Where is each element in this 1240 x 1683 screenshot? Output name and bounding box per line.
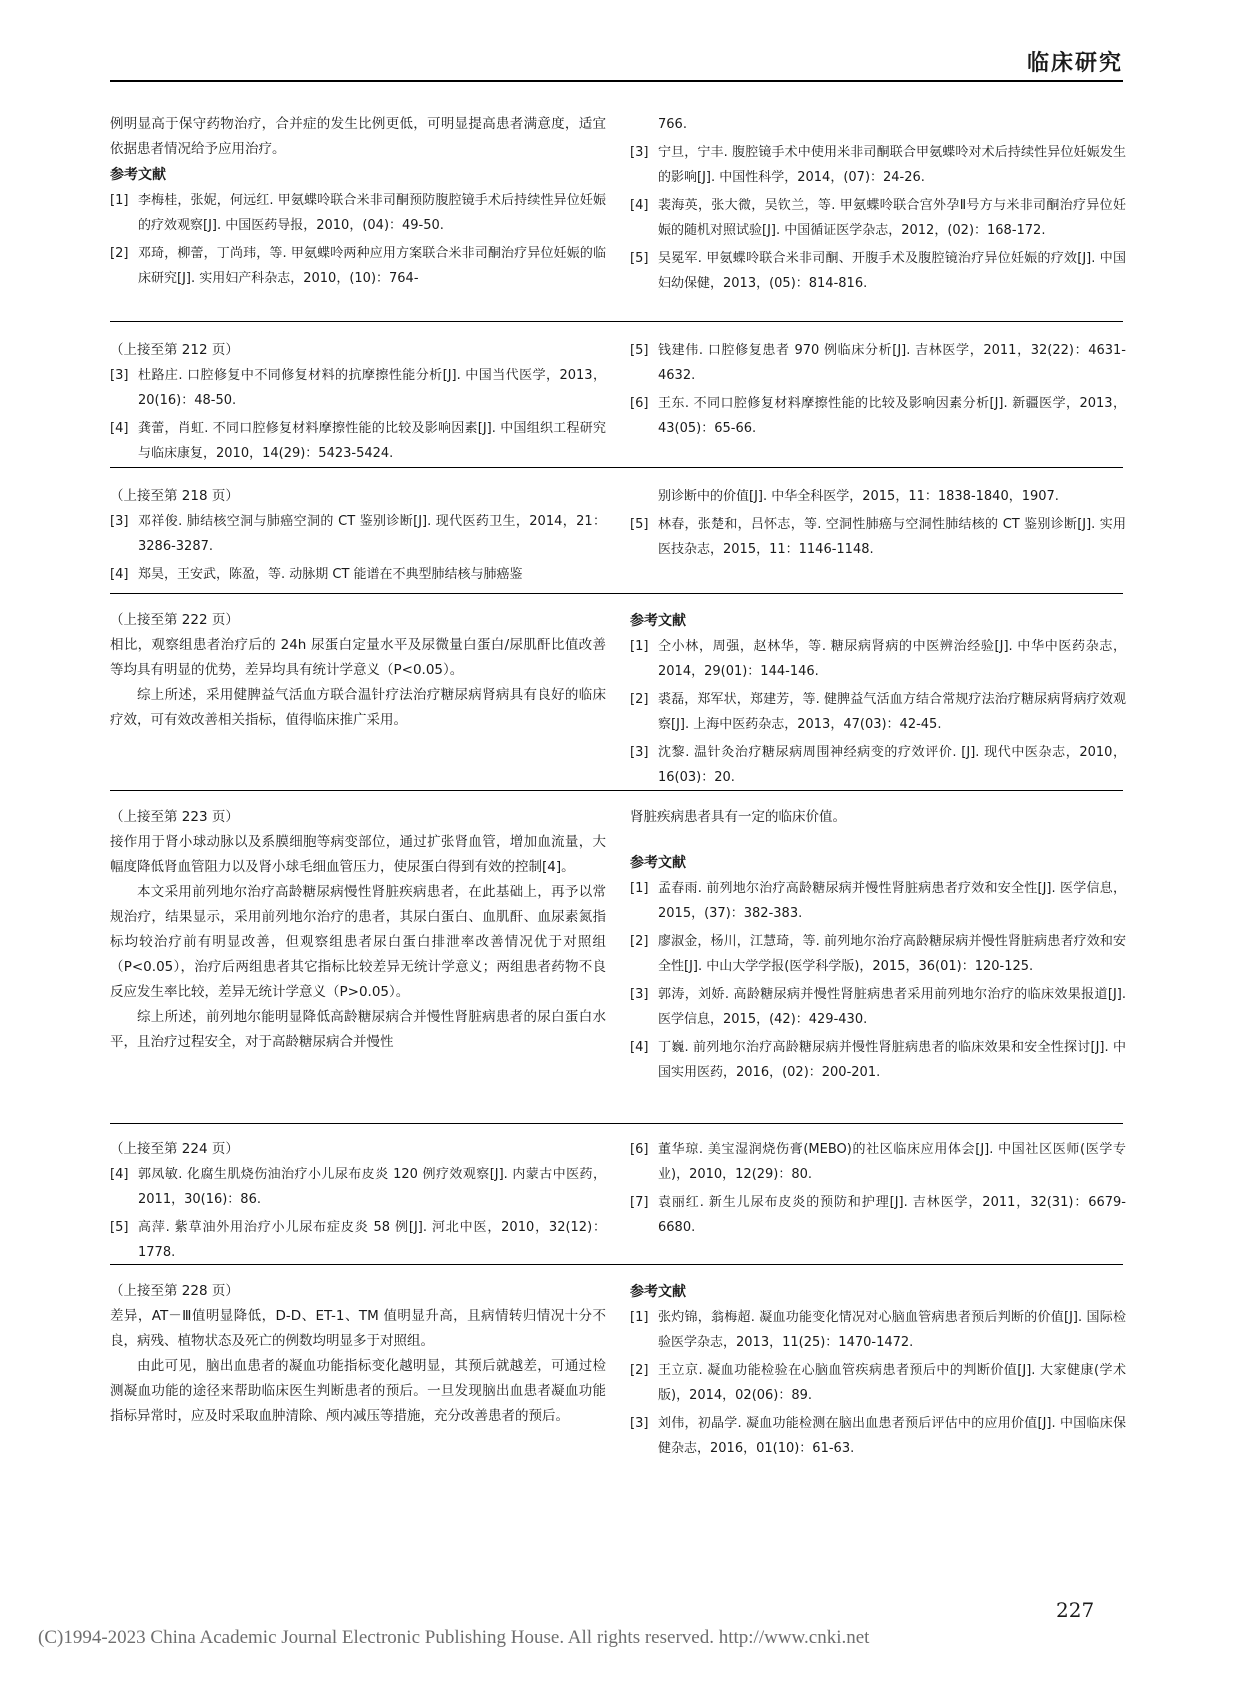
reference-number: [5] — [630, 517, 649, 532]
continuation-note: （上接至第 228 页） — [110, 1283, 239, 1299]
reference-entry — [630, 1411, 1126, 1461]
reference-number: [2] — [110, 246, 129, 261]
header-title: 临床研究 — [1026, 51, 1123, 76]
reference-number: [5] — [630, 343, 649, 358]
reference-entry — [630, 246, 1126, 296]
reference-text: 董华琼. 美宝湿润烧伤膏(MEBO)的社区临床应用体会[J]. 中国社区医师(医学专业)，2010，12(29)：80. — [658, 1142, 1126, 1182]
reference-number: [3] — [630, 145, 649, 160]
reference-number: [1] — [630, 1310, 649, 1325]
reference-number: [2] — [630, 1363, 649, 1378]
reference-text: 袁丽红. 新生儿尿布皮炎的预防和护理[J]. 吉林医学，2011，32(31)：6679-6680. — [658, 1195, 1126, 1235]
page-number: 227 — [1056, 1598, 1095, 1622]
reference-number: [3] — [630, 745, 649, 760]
reference-number: [2] — [630, 692, 649, 707]
reference-number: [5] — [110, 1220, 129, 1235]
spacer — [630, 830, 1126, 850]
continuation-note: （上接至第 223 页） — [110, 809, 239, 825]
reference-text: 杜路庄. 口腔修复中不同修复材料的抗摩擦性能分析[J]. 中国当代医学，2013，20(16)：48-50. — [138, 368, 606, 408]
copyright-footer: (C)1994-2023 China Academic Journal Electronic Publishing House. All rights reserved. http://www.cnki.net — [38, 1627, 870, 1648]
column-right — [630, 805, 1126, 1088]
reference-continuation: 766. — [658, 117, 687, 132]
reference-entry — [110, 188, 606, 238]
section-continued-223 — [110, 790, 1126, 1080]
body-paragraph: 相比，观察组患者治疗后的 24h 尿蛋白定量水平及尿微量白蛋白/尿肌酐比值改善等均具有明显的优势，差异均具有统计学意义（P<0.05）。 — [110, 637, 606, 678]
reference-text: 邓祥俊. 肺结核空洞与肺癌空洞的 CT 鉴别诊断[J]. 现代医药卫生，2014，21：3286-3287. — [138, 514, 606, 554]
reference-entry — [630, 140, 1126, 190]
reference-entry — [630, 740, 1126, 790]
body-paragraph: 接作用于肾小球动脉以及系膜细胞等病变部位，通过扩张肾血管，增加血流量，大幅度降低肾血管阻力以及肾小球毛细血管压力，使尿蛋白得到有效的控制[4]。 — [110, 834, 606, 875]
section-continued-228 — [110, 1264, 1126, 1456]
reference-continuation: 别诊断中的价值[J]. 中华全科医学，2015，11：1838-1840，1907. — [658, 489, 1059, 504]
reference-text: 邓琦，柳蕾，丁尚玮，等. 甲氨蝶呤两种应用方案联合米非司酮治疗异位妊娠的临床研究[J]. 实用妇产科杂志，2010，(10)：764- — [138, 246, 606, 286]
column-right — [630, 338, 1126, 444]
column-right — [630, 1137, 1126, 1243]
section-continued-212 — [110, 321, 1126, 461]
reference-text: 孟春雨. 前列地尔治疗高龄糖尿病并慢性肾脏病患者疗效和安全性[J]. 医学信息，2015，(37)：382-383. — [658, 881, 1126, 921]
reference-text: 张灼锦，翁梅超. 凝血功能变化情况对心脑血管病患者预后判断的价值[J]. 国际检验医学杂志，2013，11(25)：1470-1472. — [658, 1310, 1126, 1350]
references-heading: 参考文献 — [630, 855, 686, 871]
reference-number: [6] — [630, 396, 649, 411]
reference-entry — [630, 338, 1126, 388]
column-left — [110, 608, 606, 733]
continuation-note: （上接至第 212 页） — [110, 342, 239, 358]
body-paragraph: 综上所述，采用健脾益气活血方联合温针疗法治疗糖尿病肾病具有良好的临床疗效，可有效改善相关指标，值得临床推广采用。 — [110, 687, 606, 728]
column-left — [110, 805, 606, 1055]
reference-number: [4] — [110, 1167, 129, 1182]
reference-entry — [630, 929, 1126, 979]
reference-text: 钱建伟. 口腔修复患者 970 例临床分析[J]. 吉林医学，2011，32(22)：4631-4632. — [658, 343, 1126, 383]
reference-number: [4] — [110, 567, 129, 582]
reference-text: 郑昊，王安武，陈盈，等. 动脉期 CT 能谱在不典型肺结核与肺癌鉴 — [138, 567, 523, 582]
reference-text: 刘伟，初晶学. 凝血功能检测在脑出血患者预后评估中的应用价值[J]. 中国临床保健杂志，2016，01(10)：61-63. — [658, 1416, 1126, 1456]
reference-entry — [630, 876, 1126, 926]
reference-text: 王立京. 凝血功能检验在心脑血管疾病患者预后中的判断价值[J]. 大家健康(学术版)，2014，02(06)：89. — [658, 1363, 1126, 1403]
column-left — [110, 1137, 606, 1268]
reference-number: [4] — [630, 198, 649, 213]
reference-entry — [630, 1358, 1126, 1408]
reference-text: 郭涛，刘娇. 高龄糖尿病并慢性肾脏病患者采用前列地尔治疗的临床效果报道[J]. 医学信息，2015，(42)：429-430. — [658, 987, 1126, 1027]
reference-text: 裘磊，郑军状，郑建芳，等. 健脾益气活血方结合常规疗法治疗糖尿病肾病疗效观察[J]. 上海中医药杂志，2013，47(03)：42-45. — [658, 692, 1126, 732]
body-paragraph: 由此可见，脑出血患者的凝血功能指标变化越明显，其预后就越差，可通过检测凝血功能的途径来帮助临床医生判断患者的预后。一旦发现脑出血患者凝血功能指标异常时，应及时采取血肿清除、颅内减压等措施，充分改善患者的预后。 — [110, 1358, 606, 1424]
references-heading: 参考文献 — [630, 613, 686, 629]
column-left — [110, 484, 606, 590]
reference-text: 林春，张楚和，吕怀志，等. 空洞性肺癌与空洞性肺结核的 CT 鉴别诊断[J]. 实用医技杂志，2015，11：1146-1148. — [658, 517, 1126, 557]
reference-text: 仝小林，周强，赵林华，等. 糖尿病肾病的中医辨治经验[J]. 中华中医药杂志，2014，29(01)：144-146. — [658, 639, 1126, 679]
reference-text: 丁巍. 前列地尔治疗高龄糖尿病并慢性肾脏病患者的临床效果和安全性探讨[J]. 中国实用医药，2016，(02)：200-201. — [658, 1040, 1126, 1080]
references-heading: 参考文献 — [630, 1284, 686, 1300]
reference-entry — [110, 509, 606, 559]
body-paragraph: 肾脏疾病患者具有一定的临床价值。 — [630, 809, 846, 825]
body-paragraph: 差异，AT－Ⅲ值明显降低，D-D、ET-1、TM 值明显升高，且病情转归情况十分不良，病残、植物状态及死亡的例数均明显多于对照组。 — [110, 1308, 606, 1349]
reference-text: 郭凤敏. 化腐生肌烧伤油治疗小儿尿布皮炎 120 例疗效观察[J]. 内蒙古中医药，2011，30(16)：86. — [138, 1167, 606, 1207]
reference-entry — [110, 562, 606, 587]
reference-text: 裴海英，张大微，吴钦兰，等. 甲氨蝶呤联合宫外孕Ⅱ号方与米非司酮治疗异位妊娠的随机对照试验[J]. 中国循证医学杂志，2012，(02)：168-172. — [658, 198, 1126, 238]
reference-text: 龚蕾，肖虹. 不同口腔修复材料摩擦性能的比较及影响因素[J]. 中国组织工程研究与临床康复，2010，14(29)：5423-5424. — [138, 421, 606, 461]
column-right — [630, 484, 1126, 565]
column-left — [110, 338, 606, 469]
reference-entry — [630, 1035, 1126, 1085]
reference-entry — [630, 634, 1126, 684]
reference-entry — [630, 193, 1126, 243]
reference-text: 宁旦，宁丰. 腹腔镜手术中使用米非司酮联合甲氨蝶呤对术后持续性异位妊娠发生的影响[J]. 中国性科学，2014，(07)：24-26. — [658, 145, 1126, 185]
reference-number: [3] — [630, 987, 649, 1002]
reference-text: 吴冕军. 甲氨蝶呤联合米非司酮、开腹手术及腹腔镜治疗异位妊娠的疗效[J]. 中国妇幼保健，2013，(05)：814-816. — [658, 251, 1126, 291]
reference-entry — [110, 363, 606, 413]
section-continued-222 — [110, 593, 1126, 785]
column-left — [110, 112, 606, 294]
body-paragraph: 本文采用前列地尔治疗高龄糖尿病慢性肾脏疾病患者，在此基础上，再予以常规治疗，结果显示，采用前列地尔治疗的患者，其尿白蛋白、血肌酐、血尿素氮指标均较治疗前有明显改善，但观察组患者尿白蛋白排泄率改善情况优于对照组（P<0.05），治疗后两组患者其它指标比较差异无统计学意义；两组患者药物不良反应发生率比较，差异无统计学意义（P>0.05）。 — [110, 884, 606, 1000]
reference-entry — [630, 1190, 1126, 1240]
reference-entry — [110, 241, 606, 291]
reference-number: [4] — [110, 421, 129, 436]
reference-number: [4] — [630, 1040, 649, 1055]
reference-number: [5] — [630, 251, 649, 266]
continuation-note: （上接至第 218 页） — [110, 488, 239, 504]
column-right — [630, 1279, 1126, 1464]
reference-entry — [630, 512, 1126, 562]
reference-text: 王东. 不同口腔修复材料摩擦性能的比较及影响因素分析[J]. 新疆医学，2013，43(05)：65-66. — [658, 396, 1126, 436]
reference-text: 李梅桂，张妮，何远红. 甲氨蝶呤联合米非司酮预防腹腔镜手术后持续性异位妊娠的疗效观察[J]. 中国医药导报，2010，(04)：49-50. — [138, 193, 606, 233]
reference-number: [3] — [110, 368, 129, 383]
reference-number: [2] — [630, 934, 649, 949]
reference-number: [3] — [110, 514, 129, 529]
continuation-note: （上接至第 224 页） — [110, 1141, 239, 1157]
references-heading: 参考文献 — [110, 167, 166, 183]
section-continued-218 — [110, 467, 1126, 582]
reference-entry — [110, 416, 606, 466]
column-left — [110, 1279, 606, 1429]
reference-number: [1] — [630, 881, 649, 896]
body-paragraph: 综上所述，前列地尔能明显降低高龄糖尿病合并慢性肾脏病患者的尿白蛋白水平，且治疗过程安全，对于高龄糖尿病合并慢性 — [110, 1009, 606, 1050]
reference-entry — [630, 1305, 1126, 1355]
running-header — [110, 44, 1123, 82]
continuation-note: （上接至第 222 页） — [110, 612, 239, 628]
reference-entry — [630, 982, 1126, 1032]
reference-entry — [630, 391, 1126, 441]
column-right — [630, 608, 1126, 793]
reference-entry — [110, 1162, 606, 1212]
reference-entry — [630, 1137, 1126, 1187]
reference-text: 沈黎. 温针灸治疗糖尿病周围神经病变的疗效评价. [J]. 现代中医杂志，2010，16(03)：20. — [658, 745, 1126, 785]
reference-number: [7] — [630, 1195, 649, 1210]
reference-text: 廖淑金，杨川，江慧琦，等. 前列地尔治疗高龄糖尿病并慢性肾脏病患者疗效和安全性[J]. 中山大学学报(医学科学版)，2015，36(01)：120-125. — [658, 934, 1126, 974]
body-paragraph: 例明显高于保守药物治疗，合并症的发生比例更低，可明显提高患者满意度，适宜依据患者情况给予应用治疗。 — [110, 116, 606, 157]
section-continued-224 — [110, 1123, 1126, 1260]
reference-number: [3] — [630, 1416, 649, 1431]
reference-entry — [630, 687, 1126, 737]
reference-entry — [110, 1215, 606, 1265]
column-right — [630, 112, 1126, 299]
reference-number: [1] — [110, 193, 129, 208]
reference-text: 高萍. 紫草油外用治疗小儿尿布症皮炎 58 例[J]. 河北中医，2010，32(12)：1778. — [138, 1220, 606, 1260]
reference-number: [1] — [630, 639, 649, 654]
reference-number: [6] — [630, 1142, 649, 1157]
